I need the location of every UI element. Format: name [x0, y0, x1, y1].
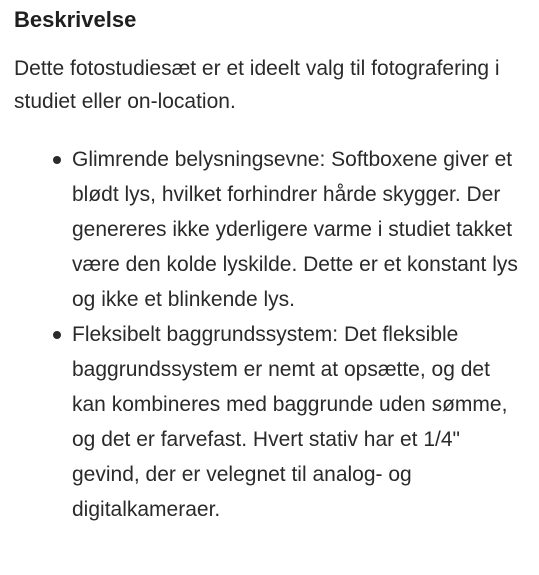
list-item [14, 142, 525, 317]
section-heading: Beskrivelse [14, 7, 137, 32]
intro-paragraph: Dette fotostudiesæt er et ideelt valg til fotografering i studiet eller on-location. [14, 57, 500, 113]
feature-list [14, 142, 525, 527]
feature-text: Fleksibelt baggrundssystem: Det fleksible baggrundssystem er nemt at opsætte, og det kan kombineres med baggrunde uden sømme, og det er farvefast. Hvert stativ har et 1/4" gevind, der er velegnet til analog- og digitalkameraer. [72, 323, 508, 521]
bullet-icon [53, 331, 61, 339]
feature-text: Glimrende belysningsevne: Softboxene giver et blødt lys, hvilket forhindrer hårde skygger. Der genereres ikke yderligere varme i studiet takket være den kolde lyskilde. Dette er et konstant lys og ikke et blinkende lys. [72, 148, 518, 311]
bullet-icon [53, 156, 61, 164]
list-item [14, 317, 525, 527]
